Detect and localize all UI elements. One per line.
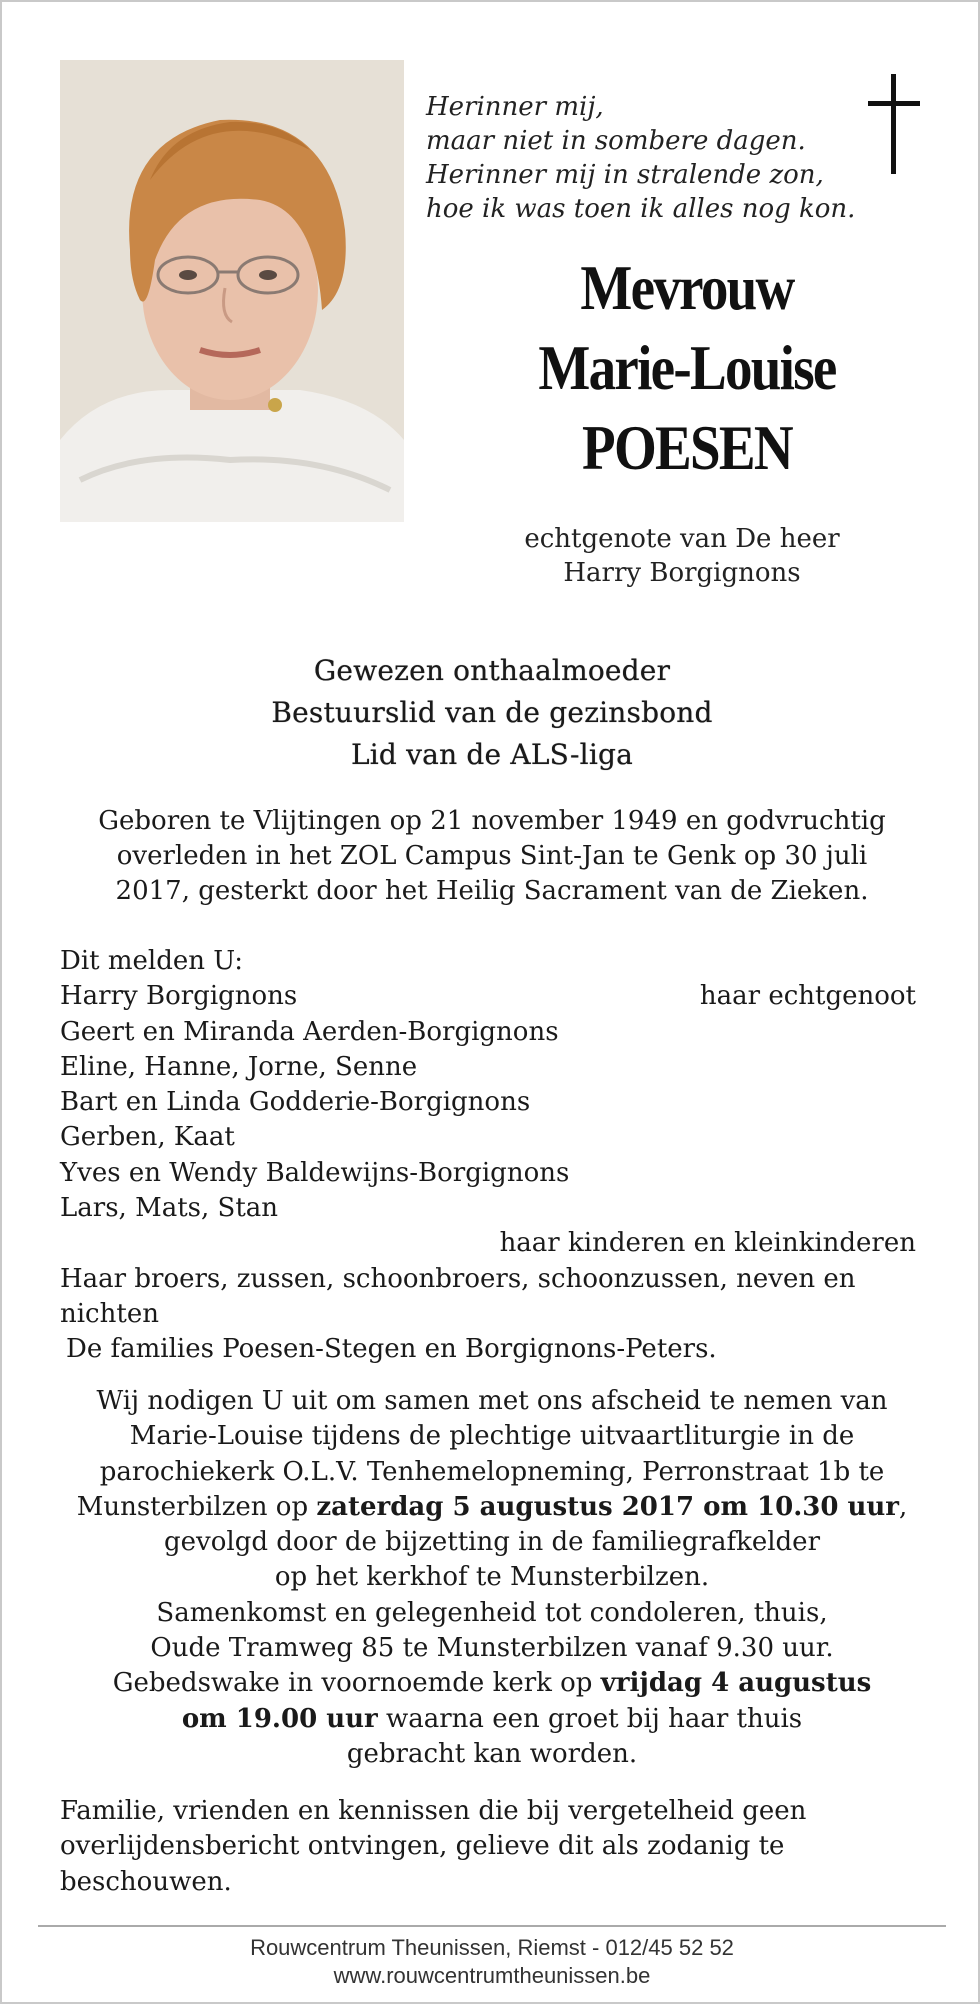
- roles: [102, 650, 882, 776]
- invitation-line: Marie-Louise tijdens de plechtige uitvaartliturgie in de: [129, 1421, 855, 1452]
- family-relation: haar echtgenoot: [699, 981, 916, 1012]
- invitation-line: Oude Tramweg 85 te Munsterbilzen vanaf 9.30 uur.: [150, 1633, 834, 1664]
- invitation-line: [42, 1702, 942, 1737]
- family-member: Eline, Hanne, Jorne, Senne: [60, 1051, 418, 1082]
- family-member: Yves en Wendy Baldewijns-Borgignons: [60, 1157, 570, 1188]
- family-siblings: Haar broers, zussen, schoonbroers, schoonzussen, neven en: [60, 1263, 856, 1294]
- birth-death-line: overleden in het ZOL Campus Sint-Jan te Genk op 30 juli: [116, 841, 868, 871]
- invitation-line: [42, 1490, 942, 1525]
- funeral-invitation: [42, 1384, 942, 1772]
- invitation-line: parochiekerk O.L.V. Tenhemelopneming, Perronstraat 1b te: [99, 1456, 885, 1487]
- poem-line: Herinner mij,: [426, 92, 604, 122]
- wake-date: vrijdag 4 augustus: [600, 1668, 872, 1699]
- birth-death-info: [42, 804, 942, 909]
- spouse-line: Harry Borgignons: [563, 558, 801, 588]
- role-line: Bestuurslid van de gezinsbond: [271, 696, 713, 729]
- birth-death-line: Geboren te Vlijtingen op 21 november 1949 en godvruchtig: [98, 806, 886, 836]
- invitation-text: Gebedswake in voornoemde kerk op: [112, 1668, 601, 1699]
- deceased-name: [476, 248, 897, 488]
- family-list: [60, 944, 916, 1368]
- first-name: Marie-Louise: [538, 332, 836, 403]
- cross-icon: [864, 74, 924, 174]
- invitation-text: ,: [899, 1491, 908, 1522]
- invitation-line: [42, 1666, 942, 1701]
- family-relation: haar kinderen en kleinkinderen: [499, 1228, 916, 1259]
- spouse-line: echtgenote van De heer: [524, 524, 840, 554]
- family-intro: Dit melden U:: [60, 946, 244, 976]
- closing-line: beschouwen.: [60, 1866, 232, 1897]
- invitation-text: Munsterbilzen op: [76, 1491, 317, 1522]
- poem: [426, 90, 866, 226]
- closing-line: Familie, vrienden en kennissen die bij vergetelheid geen: [60, 1796, 807, 1826]
- funeral-date: zaterdag 5 augustus 2017 om 10.30 uur: [316, 1491, 900, 1522]
- family-families: De families Poesen-Stegen en Borgignons-Peters.: [66, 1334, 717, 1365]
- role-line: Gewezen onthaalmoeder: [313, 654, 671, 687]
- spouse-info: [482, 522, 882, 590]
- poem-line: Herinner mij in stralende zon,: [426, 160, 824, 190]
- funeral-home-contact: Rouwcentrum Theunissen, Riemst - 012/45 52 52: [250, 1935, 734, 1960]
- invitation-line: gebracht kan worden.: [346, 1738, 638, 1769]
- family-member: Harry Borgignons: [60, 981, 298, 1012]
- closing-note: [60, 1794, 920, 1900]
- family-member: Lars, Mats, Stan: [60, 1193, 279, 1224]
- footer-divider: [38, 1925, 946, 1927]
- invitation-line: op het kerkhof te Munsterbilzen.: [274, 1562, 710, 1593]
- poem-line: maar niet in sombere dagen.: [426, 126, 806, 156]
- family-siblings: nichten: [60, 1298, 159, 1329]
- birth-death-line: 2017, gesterkt door het Heilig Sacrament van de Zieken.: [115, 876, 869, 906]
- family-row-spouse: [60, 979, 916, 1014]
- invitation-line: Wij nodigen U uit om samen met ons afscheid te nemen van: [96, 1386, 888, 1416]
- wake-time: om 19.00 uur: [181, 1703, 378, 1734]
- poem-line: hoe ik was toen ik alles nog kon.: [426, 194, 856, 224]
- family-member: Bart en Linda Godderie-Borgignons: [60, 1087, 531, 1118]
- invitation-line: gevolgd door de bijzetting in de familiegrafkelder: [164, 1527, 820, 1558]
- footer: [2, 1934, 980, 1990]
- family-member: Geert en Miranda Aerden-Borgignons: [60, 1016, 559, 1047]
- role-line: Lid van de ALS-liga: [350, 738, 634, 771]
- invitation-text: waarna een groet bij haar thuis: [377, 1703, 803, 1734]
- salutation: Mevrouw: [580, 252, 794, 323]
- invitation-line: Samenkomst en gelegenheid tot condoleren, thuis,: [156, 1597, 828, 1628]
- portrait-photo: [60, 60, 404, 522]
- closing-line: overlijdensbericht ontvingen, gelieve dit als zodanig te: [60, 1831, 785, 1862]
- last-name: POESEN: [582, 412, 792, 483]
- family-member: Gerben, Kaat: [60, 1122, 235, 1153]
- funeral-home-website[interactable]: www.rouwcentrumtheunissen.be: [333, 1963, 651, 1988]
